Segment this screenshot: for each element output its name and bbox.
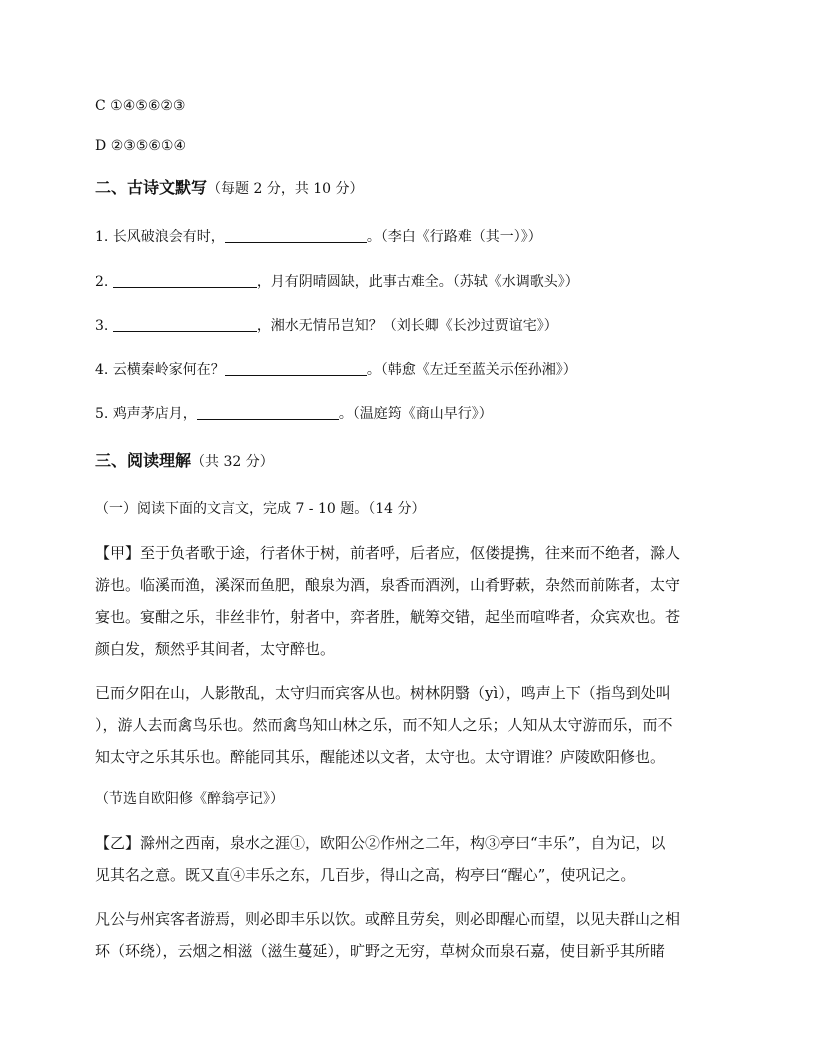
question-number: 4. [95,362,109,378]
section-heading [95,451,274,472]
question-text: 鸡声茅店月， [112,406,197,422]
passage-line: 游也。临溪而渔，溪深而鱼肥，酿泉为酒，泉香而酒洌，山肴野蔌，杂然而前陈者，太守 [95,576,681,594]
part-intro: （一）阅读下面的文言文，完成 7 - 10 题。（14 分） [95,501,426,517]
question-text: 。（李白《行路难（其一）》） [366,229,542,245]
option-d [95,136,186,156]
question-number: 2. [95,274,109,290]
passage-line: ），游人去而禽鸟乐也。然而禽鸟知山林之乐，而不知人之乐；人知从太守游而乐，而不 [95,716,673,734]
section-title: 二、古诗文默写 [95,178,208,197]
question-number: 1. [95,229,109,245]
question-number: 3. [95,318,109,334]
option-letter: C [95,98,106,114]
question-number: 5. [95,406,109,422]
poem-question [95,316,558,336]
option-c [95,96,185,116]
passage-jia-continued [95,677,721,773]
passage-line: 【乙】滁州之西南，泉水之涯①，欧阳公②作州之二年，构③亭曰“丰乐”，自为记，以 [95,834,666,852]
option-sequence: ②③⑤⑥①④ [110,138,186,154]
passage-jia [95,537,721,665]
passage-line: 【甲】至于负者歌于途，行者休于树，前者呼，后者应，伛偻提携，往来而不绝者，滁人 [95,544,681,562]
question-text: 长风破浪会有时， [112,229,225,245]
answer-blank[interactable] [113,273,257,288]
passage-line: 环（环绕），云烟之相滋（滋生蔓延），旷野之无穷，草树众而泉石嘉，使目新乎其所睹 [95,942,666,960]
section-note: （每题 2 分，共 10 分） [207,181,364,197]
passage-line: 已而夕阳在山，人影散乱，太守归而宾客从也。树林阴翳（yì），鸣声上下（指鸟到处叫 [95,684,671,702]
answer-blank[interactable] [197,405,339,420]
question-text: ，湘水无情吊岂知？（刘长卿《长沙过贾谊宅》） [256,318,558,334]
option-sequence: ①④⑤⑥②③ [110,98,186,114]
answer-blank[interactable] [225,361,367,376]
passage-line: 见其名之意。既又直④丰乐之东，几百步，得山之高，构亭曰“醒心”，使巩记之。 [95,866,636,884]
passage-line: 宴也。宴酣之乐，非丝非竹，射者中，弈者胜，觥筹交错，起坐而喧哗者，众宾欢也。苍 [95,608,681,626]
passage-line: 颜白发，颓然乎其间者，太守醉也。 [95,640,336,658]
answer-blank[interactable] [113,317,257,332]
section-note: （共 32 分） [191,454,274,470]
passage-line: 凡公与州宾客者游焉，则必即丰乐以饮。或醉且劳矣，则必即醒心而望，以见夫群山之相 [95,910,681,928]
poem-question [95,272,579,292]
poem-question [95,227,542,247]
poem-question [95,404,493,424]
question-text: 云横秦岭家何在？ [112,362,225,378]
question-text: 。（温庭筠《商山早行》） [338,406,493,422]
poem-question [95,360,577,380]
question-text: 。（韩愈《左迁至蓝关示侄孙湘》） [366,362,577,378]
question-text: ，月有阴晴圆缺，此事古难全。（苏轼《水调歌头》） [256,274,579,290]
passage-yi-continued [95,903,721,967]
passage-source: （节选自欧阳修《醉翁亭记》） [95,791,284,807]
passage-yi [95,827,721,891]
passage-line: 知太守之乐其乐也。醉能同其乐，醒能述以文者，太守也。太守谓谁？庐陵欧阳修也。 [95,748,666,766]
option-letter: D [95,138,107,154]
section-title: 三、阅读理解 [95,451,192,470]
section-heading [95,178,364,199]
answer-blank[interactable] [225,228,367,243]
